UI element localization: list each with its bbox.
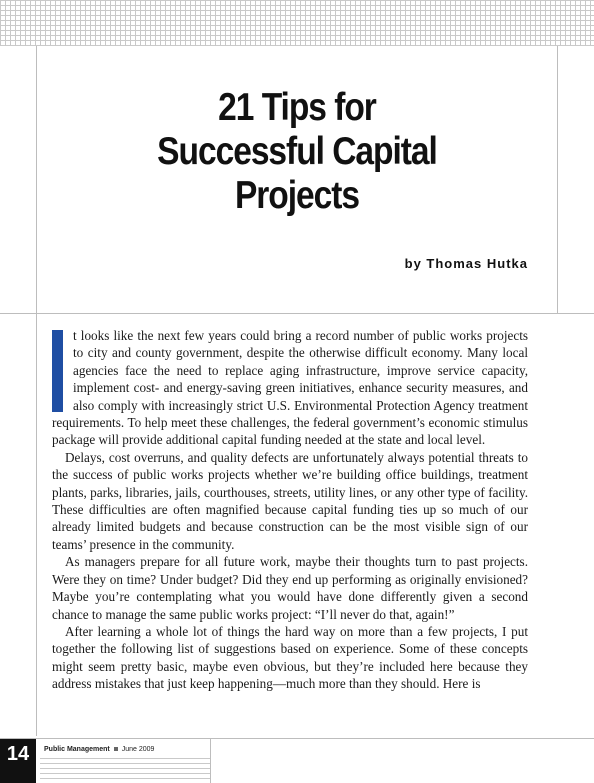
footer-vertical-line (210, 739, 211, 783)
separator-square (114, 747, 118, 751)
title-line-2: Successful Capital (157, 130, 437, 173)
publication-name: Public Management (44, 746, 110, 753)
author-byline: by Thomas Hutka (404, 256, 528, 271)
footer-rule (0, 738, 594, 739)
header-grid-pattern (0, 0, 594, 46)
article-title (73, 86, 520, 218)
footer-line-pattern (40, 758, 210, 783)
left-frame-line (36, 46, 37, 736)
page-number: 14 (0, 739, 36, 783)
paragraph-4: After learning a whole lot of things the hard way on more than a few projects, I put together the following list of suggestions based on experience. Some of these concepts might seem pretty basic, maybe even obvious, but they’re included here because they address mistakes that just keep happening—much more than they should. Here is (52, 623, 528, 692)
article-body (52, 327, 528, 693)
paragraph-2: Delays, cost overruns, and quality defects are unfortunately always potential threats to the success of public works projects whether we’re building office buildings, treatment plants, parks, libraries, jails, courthouses, streets, utility lines, or any other type of facility. These difficulties are often magnified because capital funding ties up so much of our already limited budgets and because construction can be the most visible sign of our teams’ presence in the community. (52, 449, 528, 552)
footer-publication-info (44, 746, 154, 753)
title-line-1: 21 Tips for (218, 86, 376, 129)
title-line-3: Projects (234, 174, 360, 217)
drop-cap (52, 330, 63, 412)
publication-date: June 2009 (121, 746, 155, 753)
paragraph-1 (52, 327, 528, 449)
paragraph-1-text: t looks like the next few years could bring a record number of public works projects to city and county government, despite the otherwise difficult economy. Many local agencies face the need to replace aging infrastructure, improve service capacity, implement cost- and energy-saving green initiatives, enhance security measures, and also comply with increasingly strict U.S. Environmental Protection Agency treatment requirements. To help meet these challenges, the federal government’s economic stimulus package will provide additional capital funding needed at the state and local level. (52, 328, 528, 448)
right-frame-line (557, 46, 558, 314)
title-divider (0, 313, 594, 314)
paragraph-3: As managers prepare for all future work, maybe their thoughts turn to past projects. Were they on time? Under budget? Did they end up performing as originally envisioned? Maybe you’re contemplating what you would have done differently given a second chance to manage the same public works project: “I’ll never do that, again!” (52, 554, 528, 622)
